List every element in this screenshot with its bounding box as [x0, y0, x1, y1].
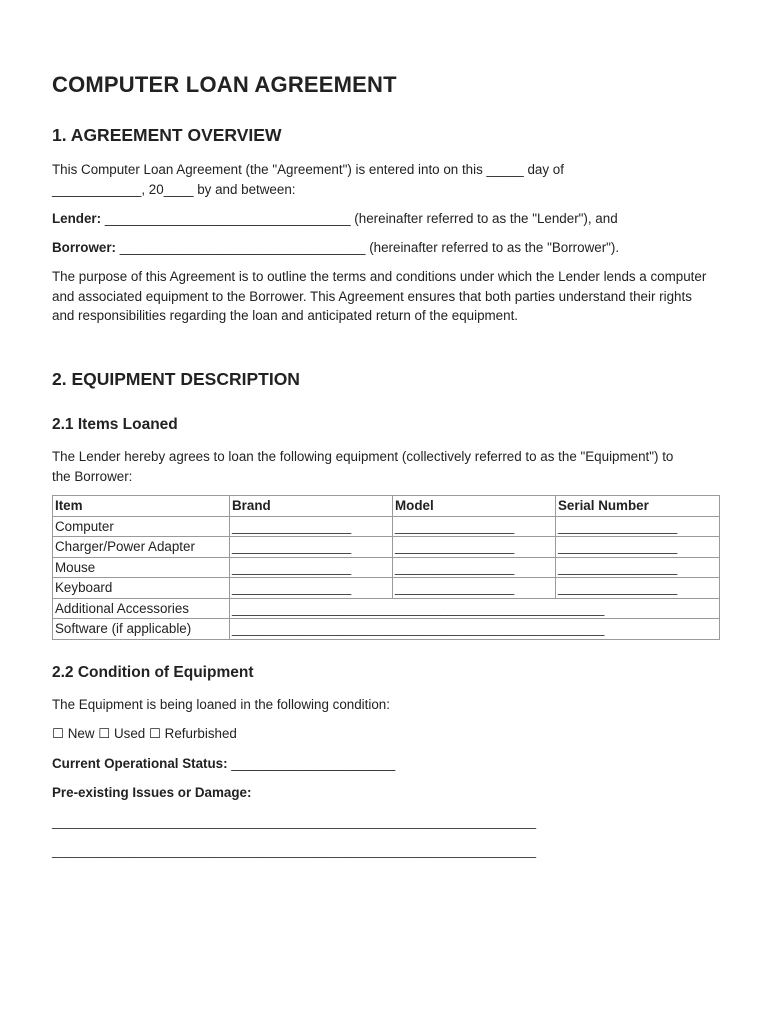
item-cell: Computer	[53, 516, 230, 537]
table-header-row	[53, 496, 720, 517]
brand-blank[interactable]: ________________	[230, 516, 393, 537]
brand-blank[interactable]: ________________	[230, 578, 393, 599]
software-blank[interactable]: __________________________________________________	[230, 619, 720, 640]
condition-heading: 2.2 Condition of Equipment	[52, 664, 254, 681]
issues-label-text: Pre-existing Issues or Damage:	[52, 785, 252, 800]
brand-blank[interactable]: ________________	[230, 537, 393, 558]
operational-status-label: Current Operational Status:	[52, 756, 228, 771]
header-model: Model	[393, 496, 556, 517]
operational-status-line	[52, 754, 395, 774]
lender-label: Lender:	[52, 211, 102, 226]
brand-blank[interactable]: ________________	[230, 557, 393, 578]
header-item: Item	[53, 496, 230, 517]
item-cell: Charger/Power Adapter	[53, 537, 230, 558]
section-1-heading: 1. AGREEMENT OVERVIEW	[52, 125, 282, 145]
equipment-table	[52, 495, 720, 640]
items-loaned-heading: 2.1 Items Loaned	[52, 416, 178, 433]
document-title: COMPUTER LOAN AGREEMENT	[52, 72, 397, 97]
lender-blank: _________________________________ (hereinafter referred to as the "Lender"), and	[101, 211, 618, 226]
item-cell: Additional Accessories	[53, 598, 230, 619]
model-blank[interactable]: ________________	[393, 578, 556, 599]
condition-intro: The Equipment is being loaned in the following condition:	[52, 697, 390, 712]
table-row	[53, 578, 720, 599]
item-cell: Keyboard	[53, 578, 230, 599]
table-row	[53, 516, 720, 537]
section-2-heading: 2. EQUIPMENT DESCRIPTION	[52, 369, 300, 389]
serial-blank[interactable]: ________________	[556, 557, 720, 578]
serial-blank[interactable]: ________________	[556, 537, 720, 558]
issues-blank-line-1[interactable]: _________________________________________________________________	[52, 814, 537, 829]
condition-options[interactable]: ☐ New ☐ Used ☐ Refurbished	[52, 726, 237, 741]
borrower-blank: _________________________________ (hereinafter referred to as the "Borrower").	[116, 240, 620, 255]
model-blank[interactable]: ________________	[393, 516, 556, 537]
operational-status-blank[interactable]: ______________________	[227, 756, 396, 771]
issues-blank-line-2[interactable]: _________________________________________________________________	[52, 843, 537, 858]
item-cell: Software (if applicable)	[53, 619, 230, 640]
header-brand: Brand	[230, 496, 393, 517]
lender-line	[52, 209, 618, 229]
accessories-blank[interactable]: __________________________________________________	[230, 598, 720, 619]
model-blank[interactable]: ________________	[393, 557, 556, 578]
table-row	[53, 537, 720, 558]
purpose-paragraph: The purpose of this Agreement is to outline the terms and conditions under which the Lender lends a computer and associated equipment to the Borrower. This Agreement ensures that both parties understand their rights and responsibilities regarding the loan and anticipated return of the equipment.	[52, 269, 707, 324]
borrower-line	[52, 238, 619, 258]
intro-line-2: ____________, 20____ by and between:	[52, 182, 296, 197]
serial-blank[interactable]: ________________	[556, 516, 720, 537]
borrower-label: Borrower:	[52, 240, 116, 255]
serial-blank[interactable]: ________________	[556, 578, 720, 599]
issues-label	[52, 783, 251, 803]
item-cell: Mouse	[53, 557, 230, 578]
table-row	[53, 557, 720, 578]
table-row	[53, 619, 720, 640]
model-blank[interactable]: ________________	[393, 537, 556, 558]
intro-line-1: This Computer Loan Agreement (the "Agreement") is entered into on this _____ day of	[52, 162, 564, 177]
items-intro-paragraph: The Lender hereby agrees to loan the following equipment (collectively referred to as the "Equipment") to the Borrower:	[52, 449, 674, 484]
header-serial-number: Serial Number	[556, 496, 720, 517]
table-row	[53, 598, 720, 619]
